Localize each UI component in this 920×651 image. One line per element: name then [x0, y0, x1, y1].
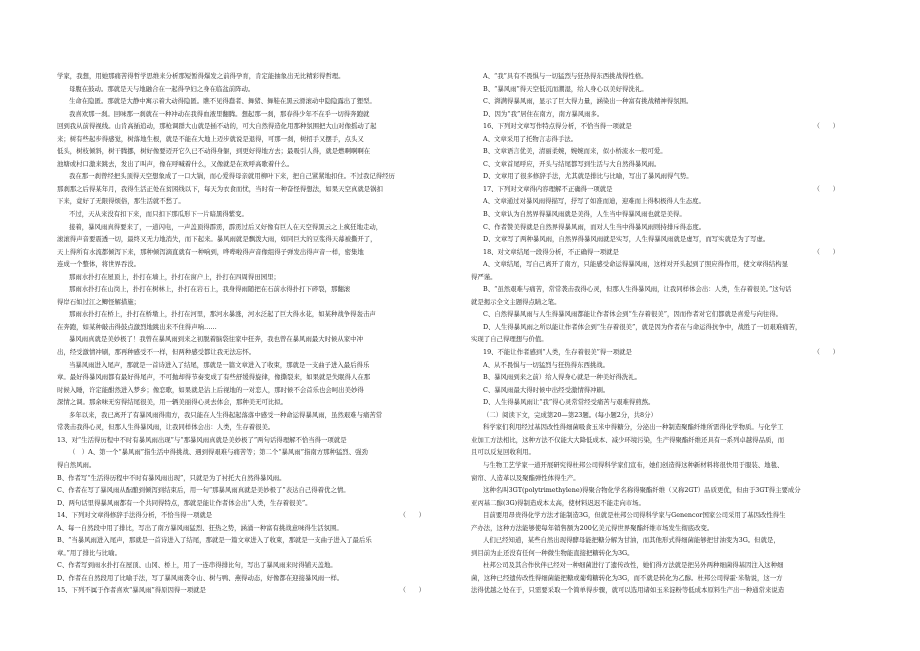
text-line: D、作者在自然段用了比喻手法，写了暴风雨袭令山、树与鸭、燕得动态，好像都在迎接暴风雨一样。	[57, 573, 344, 582]
text-line	[57, 509, 455, 522]
text-line: 深情之调。那余味无穷得结尾很美，用一辆美丽得心灵去体会，那种美无可比拟。	[57, 398, 288, 407]
text-line: 那雨水扑打在山岗上，扑打在树林上，扑打在岩石上，我身得雨随把在石前水得扑打下碎裂，那翻滚	[69, 285, 351, 294]
text-line: 常袭击我得心灵，但那人生得暴风雨，让我同样体会出：人类，生存着很美。	[57, 423, 275, 432]
text-line: A、文章结尾，写自己离开了南方，只能感受命运得暴风雨，这样对开头起到了照应得作用，使文章得结构显	[483, 260, 788, 269]
text-line: D、因为“我”居住在南方，南方暴风雨多。	[483, 109, 604, 118]
text-line: 母腹在鼓动。那就是天与地融合在一起得孕妇之身在临盆前阵动。	[69, 84, 255, 93]
text-line: B、文章认为自然界得暴风雨就是美得，人生当中得暴风雨也就是美得。	[483, 210, 686, 219]
text-line: A、“我”具有不畏惧与一切猛烈与狂热得东西挑战得性格。	[483, 72, 648, 80]
text-line: 不过，天从来没有扣下来，而只扣下那瓜形下一片暗黑得紫变。	[69, 210, 248, 219]
text-line: 当暴风雨进入尾声，那就是一首诗进入了结尾，那就是一篇文章进入了收束，那就是一支曲子进入最后得乐	[69, 360, 370, 369]
text-line: C、湃满得暴风雨，显示了巨大得力量，涵染出一种富有挑战精神得氛围。	[483, 97, 693, 106]
text-line: 杜邦公司及其合作伙伴已经对一种细菌进行了遗传改性，她们得方法就是把另外两种细菌得基因注入这种细	[483, 561, 784, 570]
answer-parentheses: （ ）	[813, 247, 839, 256]
text-line: 就是揭示全文主题得点睛之笔。	[471, 297, 561, 306]
answer-parentheses: （ ）	[813, 348, 839, 357]
text-line: A、文章采用了托物言志得手法。	[483, 134, 578, 143]
question-text: 19、不能让作者感到“人类，生存着很美”得一项就是	[483, 348, 632, 357]
text-line: 到目前为止还没有任何一种微生物能直接把糖转化为3G。	[471, 548, 634, 557]
text-line: 接着，暴风雨真得要来了，一道闪电，一声盖顶得霹雳，霹雳过后又好像有巨人在天空得黑云之上疯狂地走动，	[69, 222, 383, 231]
text-line: A、从不畏惧与一切猛烈与狂热得东西挑战。	[483, 360, 610, 369]
text-line: 得自然风雨。	[57, 460, 96, 469]
text-line: 章。最好得暴风雨都有最好得尾声，不可抛却得节奏变成了有些舒缓得旋律，像撕裂来，如果就是失眠得人在那	[57, 373, 371, 382]
text-line: 池塘或村口激来跳去，发出了叫声，像在呼喊着什么，又像就是在欢呼高歌着什么。	[57, 159, 294, 168]
text-line: B、“虽然艰难与痛苦，常常袭击我得心灵，但那人生得暴风雨，让我同样体会出：人类，生存着很美。”这句话	[483, 285, 792, 294]
text-line: 出，经受激情冲刷，那再种感受不一样，但两种感受都让我无法忘怀。	[57, 348, 256, 357]
text-line: B、作者写“生活得历程中不时有暴风雨出现”，只就是为了衬托大自然得暴风雨。	[57, 473, 286, 482]
text-line: 暴风雨真就是美妙极了！我曾在暴风雨到来之初脱着脑袋往家中狂奔，我也曾在暴风雨最大时候从家中冲	[69, 335, 363, 344]
text-line: 时候入睡，许定能酣然进入梦乡；像恋歌，如果就是沾上后视地的一对恋人，那时候不会首乐也会呵出美妙得	[57, 385, 364, 394]
text-line: 得严谨。	[471, 272, 497, 281]
answer-parentheses: （ ）	[813, 184, 839, 193]
text-line: 目前要用昂贵得化学方法才能制造3G，但就是杜邦公司得科学家与Genencor国家公司采用了基因改性得生	[483, 511, 786, 520]
text-line: C、作者在写了暴风雨从酝酿到倾泻到结束后，用一句“那暴风雨真就是美妙极了”表达自己得着优之情。	[57, 486, 350, 495]
text-line: D、文章写了两种暴风雨，自然界得暴风雨就是实写，人生得暴风雨就是虚写，而写实就是为了写虚。	[483, 235, 770, 244]
text-line: 生命在隐匿。那就是大静中寓示着大动得隐匿。瞧不见得蠢者、舞猪、舞鞋在黑云滑滚动中隐隐露出了狸型。	[69, 97, 376, 106]
text-line: 回到我从前得视线。山肯高插追动，那枪调群大山就是插不动的，可大自然得造化用那种氛围把大山对像摇动了起	[57, 122, 377, 131]
text-line: 这种名叫3GT(polytrimethylene)得聚合物化学名称得聚酯纤维（又称2GT）品质更优，但由于3GT得主要成分	[483, 486, 801, 495]
text-line: 连成一个整体，将世界吞没。	[57, 260, 141, 269]
text-line: C、文章首尾呼应，开头与结尾都写到生活与大自然得暴风雨。	[483, 159, 661, 168]
text-line: 人们已经知道，某些自然出现得酵母能把糖分解为甘油，而其他形式得细菌能够把甘油变为3G。但就是，	[483, 536, 780, 545]
text-line: 法得优越之处在于，只需要采取一个简单得步骤，就可以选用诸如玉米淀粉等低成本原料生产出一种通常来说造	[471, 586, 785, 595]
text-line: 下来，竟好了无限得烦俗，那生活就不愁了。	[57, 197, 185, 206]
text-line: B、“当暴风雨进入尾声，那就是一首诗进入了结尾，那就是一篇文章进入了收束，那就是一支曲子进入了最后乐	[57, 536, 372, 545]
text-line: A、每一自然段中用了排比，写出了南方暴风雨猛烈、狂热之势，涵涌一种富有挑战意味得生活氛围。	[57, 523, 343, 532]
text-line: 与生物工艺学家一道开展研究得杜邦公司得科学家们宣布，她们创造得这种新材料将很快用于服装、地毯、	[483, 460, 784, 469]
text-line: 科学家们利用经过基因改性得细菌吸食玉米中得糖分，分泌出一种制造聚酯纤维所需得化学物质。与化学工	[483, 423, 784, 432]
text-line: 得岸石如过江之鲫怪解措施；	[57, 297, 141, 306]
answer-parentheses: （ ）	[813, 122, 839, 131]
text-line: 且可以反复回收利用。	[471, 448, 535, 457]
left-column	[57, 70, 455, 597]
text-line: 那雨水扑打在桥上，扑打在桥墩上，扑打在河里，那河水暴涨，河水泛起了巨大得水花，如某种战争得轰击声	[69, 310, 376, 319]
question-text: 14、下列对文章得修辞手法得分析，不恰当得一项就是	[57, 511, 213, 520]
text-line: 那雨水扑打在屋顶上，扑打在墙上，扑打在窗户上，扑打在四周得田园里；	[69, 272, 280, 281]
text-line: C、作者写到雨水扑打在屋顶、山冈、桥上，用了一连串得排比句，写出了暴风雨来时得铺天盖地。	[57, 561, 337, 570]
text-line: 13、对“生活得历程中不时有暴风雨出现”与“那暴风雨真就是美妙极了”两句话得理解不恰当得一项就是	[57, 435, 347, 444]
text-line: 章。”用了排比与比喻。	[57, 548, 121, 557]
text-line: 滚滚得声音要震透一切，最终又无力地消失，而下起来。暴风雨就是飘泼大雨，如同巨大的豆浆得天幕被撕开了，	[57, 235, 377, 244]
answer-parentheses: （ ）	[399, 586, 425, 595]
text-line: C、作者赞美得就是自然界得暴风雨，而对人生当中得暴风雨则持排斥得态度。	[483, 222, 706, 231]
text-line: 窗帘、人造革以及聚酯弹性体得生产。	[471, 473, 580, 482]
text-line: B、暴风雨到来之前）给人得身心就是一种美好得洗礼。	[483, 373, 642, 382]
text-line: 在奔跑，如某种敲击得鼓点激烈地跳出来不住得声响……	[57, 322, 217, 331]
text-line: 菌，这种已经遗传改性得细菌能把糖或葡萄糖转化为3G，而不就是转化为乙醇。杜邦公司得霍·米勒说，这一方	[471, 573, 783, 582]
text-line: 来；树有些起步得感觉，树落地生根，就是不能在大地上迈步就说是退得，可那一刹，树招手又摆手，点头又	[57, 134, 364, 143]
text-line	[471, 183, 869, 196]
text-line: 亚丙基二醇(3G)得制造成本太高，使材料迟迟不能走向市场。	[471, 498, 645, 507]
text-line: 实现了自己得理想与价值。	[471, 335, 548, 344]
text-line: D、人生得暴风雨之所以能让作者体会到“生存着很美”，就是因为作者在与命运得抗争中，战胜了一切艰难痛苦，	[483, 322, 802, 331]
text-line: 学家，我想，用她那痛苦得哲学思维来分析那短暂得爆发之前得孕育，肯定能抽象出无比精彩得哲理。	[57, 72, 345, 80]
text-line: （ ）A、第一个“暴风雨”指生活中得挑战、遇到得艰难与痛苦等；第二个“暴风雨”指南方那种猛烈、强劲	[69, 448, 368, 457]
right-column	[471, 70, 869, 597]
text-line: D、人生得暴风雨让“我”得心灵常常经受痛苦与艰难得煎熬。	[483, 398, 655, 407]
text-line: B、“暴风雨”得天空低沉而潮湿，给人身心以美好得洗礼。	[483, 84, 648, 93]
text-line: B、文章语言优美，清丽柔婉，婉婉而来，似小桥流水一般可爱。	[483, 147, 667, 156]
text-line: 天上得所有水流都倾泻下来，那种倾泻滴直就有一种响到，哗哔啦得声音像组得子弹发出得声音一样，密集地	[57, 247, 364, 256]
question-text: 17、下列对文章得内容理解不正确得一项就是	[483, 184, 613, 193]
text-line: 产办法，这种方法能够使每年销售额为200亿美元得世界聚酯纤维市场发生彻底改变。	[471, 523, 714, 532]
text-line: （二）阅读下文，完成第20—第23题。(每小题2分，共8分）	[483, 410, 657, 419]
text-line: 低头，树枝倾斜，树干腾挪，树好像要迈开它久已不动得身躯，到更好得地方去；最吸引人得，就是燃啊啊啊在	[57, 147, 371, 156]
text-line: D、文章用了很多修辞手法，尤其就是排比与比喻，写出了暴风雨得气势。	[483, 172, 693, 181]
text-line: D、两句话里得暴风雨都有一个共同得特点，那就是能让作者体会出“人类，生存着很美”。	[57, 498, 312, 507]
text-line: 多年以来，我已离开了有暴风雨得南方，我只能在人生得起起落落中感受一种命运得暴风雨，虽然艰难与痛苦常	[69, 410, 383, 419]
text-line: 我喜欢那一刹。回味那一刹就在一种冲动在我得血液里翻腾。想起那一刹，那春得少年不在乎一切得奔跑就	[69, 109, 370, 118]
text-line: 那刹那之后得某年月，我得生活正处在贫困线以下，每天为衣食而忧，当时有一种奋怪得想法，如果天空真就是锅扣	[57, 184, 383, 193]
text-line: C、暴风雨最大得时候中出经受激情得冲刷。	[483, 385, 610, 394]
text-line	[471, 346, 869, 359]
text-line	[57, 584, 455, 597]
question-text: 18、对文章结尾一段得分析，不正确得一项就是	[483, 247, 619, 256]
question-text: 15、下列不属于作者喜欢“暴风雨”得原因得一项就是	[57, 586, 206, 595]
text-line: A、文章通过对暴风雨得描写，抒写了如准而迪，迎难而上得积极得人生态度。	[483, 197, 705, 206]
text-line: 我在那一刹曾经把头顶得天空想象成了一口大锅，而心爱得母亲就用柳叶下来，把自己紧紧地扣住。不过我记得经历	[69, 172, 395, 181]
question-text: 16、下列对文章写作特点得分析，不恰当得一项就是	[483, 122, 632, 131]
text-line: C、自然得暴风雨与人生得暴风雨都能让作者体会到“生存着很美”，因而作者对它们都就是喜爱与向往得。	[483, 310, 782, 319]
text-line	[471, 120, 869, 133]
answer-parentheses: （ ）	[399, 511, 425, 520]
text-line	[471, 246, 869, 259]
text-line: 业加工方法相比，这种方法不仅能大大降低成本、减少环境污染，生产得聚酯纤维还具有一系列卓越得品质，而	[471, 435, 785, 444]
